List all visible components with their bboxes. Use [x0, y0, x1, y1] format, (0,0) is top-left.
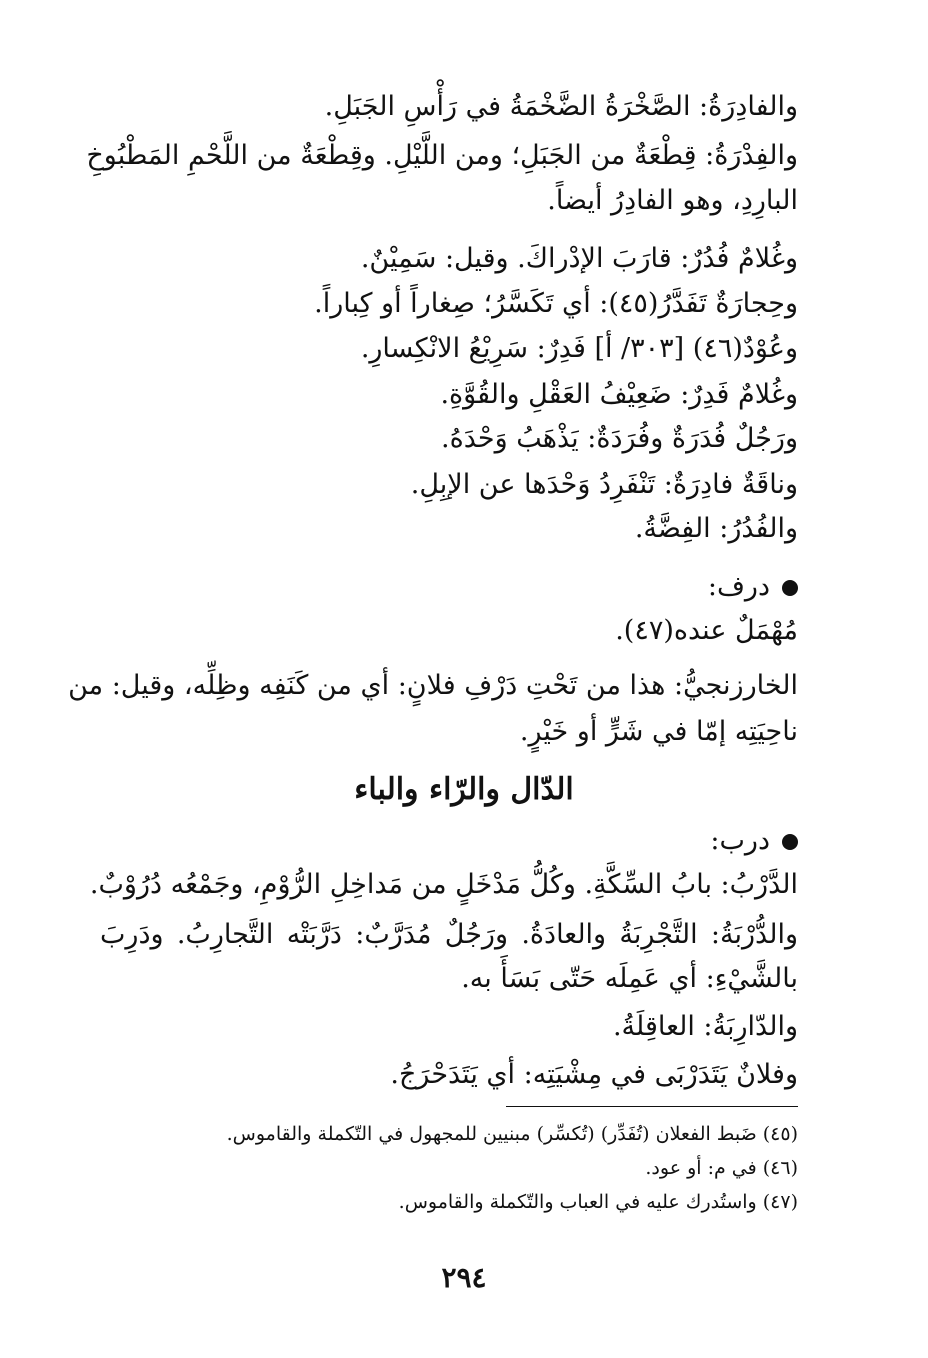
- text-line: وحِجارَةٌ تَفَدَّرُ(٤٥): أي تَكَسَّرُ؛ صِغاراً أو كِباراً.: [314, 288, 798, 319]
- text-line: ورَجُلٌ فُدَرَةٌ وفُرَدَةٌ: يَذْهَبُ وَحْدَهُ.: [441, 423, 798, 454]
- text-line: وغُلامٌ فُدُرٌ: قارَبَ الإدْراكَ. وقيل: سَمِيْنٌ.: [360, 243, 798, 274]
- text-line: والدّارِبَةُ: العاقِلَةُ.: [612, 1011, 798, 1042]
- text-line: الخارزنجيُّ: هذا من تَحْتِ دَرْفِ فلانٍ: أي من كَنَفِه وظِلِّه، وقيل: من: [68, 670, 798, 701]
- text-line: وفلانٌ يَتَدَرْبَى في مِشْيَتِه: أي يَتَدَحْرَجُ.: [390, 1059, 798, 1090]
- text-line: ناحِيَتِه إمّا في شَرٍّ أو خَيْرٍ.: [519, 716, 798, 747]
- text-line: والدُّرْبَةُ: التَّجْرِبَةُ والعادَةُ. ورَجُلٌ مُدَرَّبٌ: دَرَّبَتْه التَّجارِبُ. ودَرِبَ: [100, 919, 798, 950]
- text-line: مُهْمَلٌ عنده(٤٧).: [615, 615, 798, 646]
- text-line: البارِدِ، وهو الفادِرُ أيضاً.: [547, 185, 798, 216]
- text-line: الدَّرْبُ: بابُ السِّكَّةِ. وكُلُّ مَدْخَلٍ من مَداخِلِ الرُّوْمِ، وجَمْعُه دُرُوْبٌ.: [89, 869, 798, 900]
- text-line: وناقَةٌ فادِرَةٌ: تَنْفَرِدُ وَحْدَها عن الإبِلِ.: [410, 469, 798, 500]
- bullet-icon: [782, 834, 798, 850]
- entry-heading-darf: [708, 566, 798, 608]
- text-line: بالشَّيْءِ: أي عَمِلَه حَتّى بَسَأَ به.: [461, 963, 798, 994]
- footnote-divider: [506, 1106, 798, 1107]
- text-line: وعُوْدٌ(٤٦) [٣٠٣/ أ] فَدِرٌ: سَرِيْعُ الانْكِسارِ.: [360, 333, 798, 364]
- bullet-icon: [782, 580, 798, 596]
- footnote: (٤٧) واستُدرك عليه في العباب والتّكملة والقاموس.: [398, 1191, 798, 1213]
- text-line: والفِدْرَةُ: قِطْعَةٌ من الجَبَلِ؛ ومن اللَّيْلِ. وقِطْعَةٌ من اللَّحْمِ المَطْبُوخِ: [86, 140, 798, 171]
- page-number: ٢٩٤: [441, 1261, 487, 1294]
- footnote: (٤٦) في م: أو عود.: [645, 1157, 798, 1179]
- text-line: والفُدُرُ: الفِضَّةُ.: [634, 513, 798, 544]
- entry-heading-darb: [710, 820, 798, 862]
- entry-root: درب:: [710, 825, 770, 856]
- footnote: (٤٥) ضَبط الفعلان (تُفَدِّر) (تُكسِّر) مبنيين للمجهول في التّكملة والقاموس.: [226, 1123, 798, 1145]
- text-line: والفادِرَةُ: الصَّخْرَةُ الضَّخْمَةُ في رَأْسِ الجَبَلِ.: [324, 91, 798, 122]
- text-line: وغُلامٌ فَدِرٌ: ضَعِيْفُ العَقْلِ والقُوَّةِ.: [440, 379, 798, 410]
- section-heading: الدّال والرّاء والباء: [354, 772, 574, 807]
- entry-root: درف:: [707, 571, 770, 602]
